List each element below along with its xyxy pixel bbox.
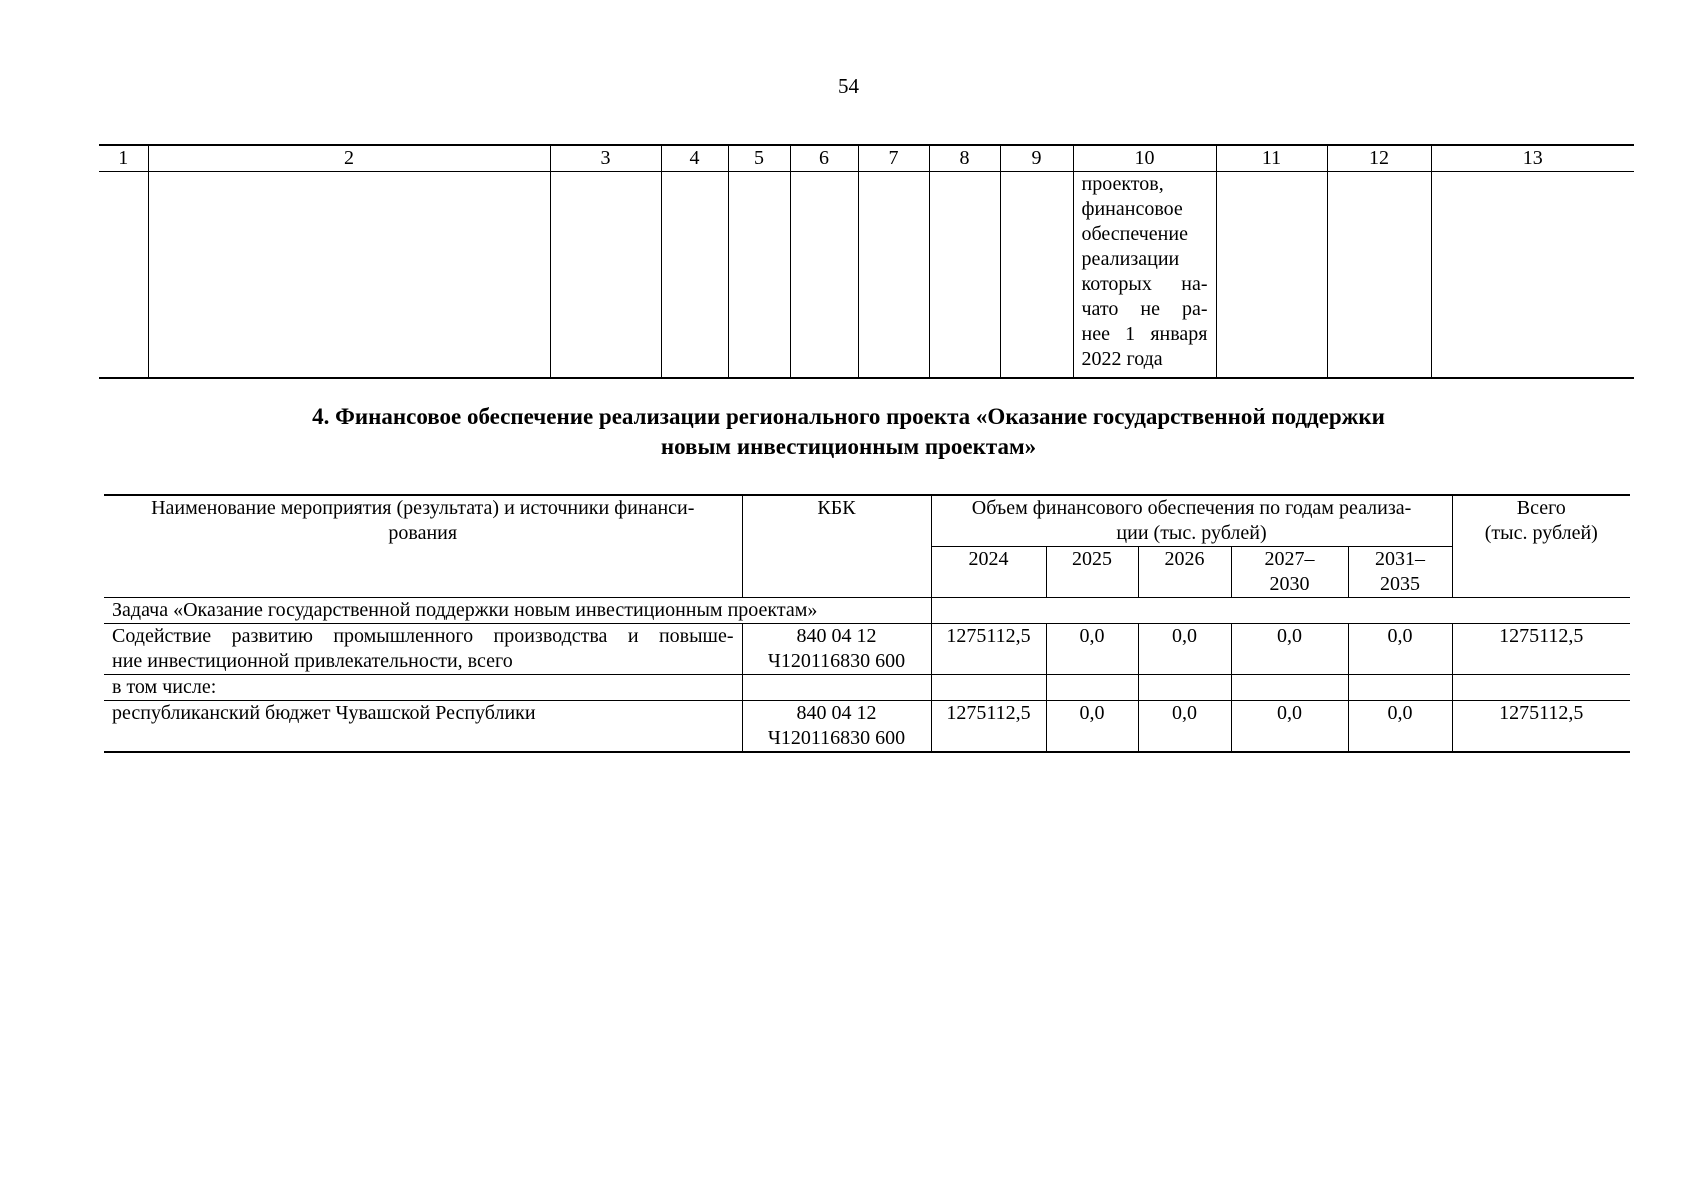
kbk-line: 840 04 12 xyxy=(796,702,877,724)
table-cell xyxy=(1073,172,1216,379)
table-row xyxy=(104,701,1630,753)
kbk-line: Ч120116830 600 xyxy=(767,727,906,749)
table-cell xyxy=(929,172,1000,379)
column-number: 8 xyxy=(929,145,1000,172)
row-kbk xyxy=(742,675,931,701)
value-2026: 0,0 xyxy=(1138,624,1231,675)
value-2026: 0,0 xyxy=(1138,701,1231,753)
table-cell xyxy=(728,172,790,379)
table-cell xyxy=(1431,172,1634,379)
column-number: 6 xyxy=(790,145,858,172)
text-line: которых на- xyxy=(1081,273,1208,295)
section-title xyxy=(0,402,1697,462)
text-line: финансовое xyxy=(1081,198,1183,220)
header-line: Наименование мероприятия (результата) и источники финанси- xyxy=(151,497,695,519)
total-column-header xyxy=(1452,495,1630,598)
header-line: Всего xyxy=(1516,497,1566,519)
table-cell xyxy=(550,172,661,379)
header-line: (тыс. рублей) xyxy=(1484,522,1598,544)
header-line: Объем финансового обеспечения по годам реализа- xyxy=(971,497,1412,519)
table-cell xyxy=(858,172,929,379)
value-2027-2030: 0,0 xyxy=(1231,701,1348,753)
table-cell xyxy=(148,172,550,379)
value-2027-2030 xyxy=(1231,675,1348,701)
continuation-row xyxy=(99,172,1634,379)
task-row-empty xyxy=(931,598,1630,624)
column-number-row xyxy=(99,145,1634,172)
column-10-text xyxy=(1074,172,1216,372)
row-name xyxy=(104,624,742,675)
value-2031-2035: 0,0 xyxy=(1348,624,1452,675)
value-2031-2035: 0,0 xyxy=(1348,701,1452,753)
year-column-header xyxy=(1231,547,1348,598)
header-line: рования xyxy=(388,522,458,544)
name-column-header xyxy=(104,495,742,598)
section-title-line: 4. Финансовое обеспечение реализации регионального проекта «Оказание государственной поддержки xyxy=(312,404,1385,429)
volume-column-header xyxy=(931,495,1452,547)
table-cell xyxy=(661,172,728,379)
column-number: 7 xyxy=(858,145,929,172)
column-number: 2 xyxy=(148,145,550,172)
value-2024: 1275112,5 xyxy=(931,624,1046,675)
row-name-line: ние инвестиционной привлекательности, всего xyxy=(112,650,513,672)
value-2024 xyxy=(931,675,1046,701)
value-2025: 0,0 xyxy=(1046,624,1138,675)
section-title-line: новым инвестиционным проектам» xyxy=(660,434,1037,459)
year-column-header xyxy=(1348,547,1452,598)
table-cell xyxy=(1000,172,1073,379)
column-number: 10 xyxy=(1073,145,1216,172)
text-line: обеспечение xyxy=(1081,223,1188,245)
table-cell xyxy=(790,172,858,379)
column-number: 12 xyxy=(1327,145,1431,172)
column-number: 9 xyxy=(1000,145,1073,172)
year-column-header: 2024 xyxy=(931,547,1046,598)
column-number: 13 xyxy=(1431,145,1634,172)
year-column-header: 2025 xyxy=(1046,547,1138,598)
table-row xyxy=(104,675,1630,701)
value-2031-2035 xyxy=(1348,675,1452,701)
header-line: 2031– xyxy=(1375,548,1426,570)
row-kbk xyxy=(742,701,931,753)
value-2025: 0,0 xyxy=(1046,701,1138,753)
text-line: реализации xyxy=(1081,248,1180,270)
table-row xyxy=(104,624,1630,675)
value-total xyxy=(1452,675,1630,701)
text-line: нее 1 января xyxy=(1081,323,1208,345)
value-2024: 1275112,5 xyxy=(931,701,1046,753)
year-column-header: 2026 xyxy=(1138,547,1231,598)
row-kbk xyxy=(742,624,931,675)
column-number: 1 xyxy=(99,145,148,172)
page-number: 54 xyxy=(838,74,859,98)
column-number: 11 xyxy=(1216,145,1327,172)
kbk-line: 840 04 12 xyxy=(796,625,877,647)
text-line: 2022 года xyxy=(1081,348,1163,370)
text-line: проектов, xyxy=(1081,173,1164,195)
continuation-table xyxy=(99,144,1634,379)
value-total: 1275112,5 xyxy=(1452,624,1630,675)
table-cell xyxy=(1216,172,1327,379)
kbk-line: Ч120116830 600 xyxy=(767,650,906,672)
column-number: 3 xyxy=(550,145,661,172)
task-title: Задача «Оказание государственной поддержки новым инвестиционным проектам» xyxy=(104,598,931,624)
header-line: 2030 xyxy=(1269,573,1310,595)
column-number: 4 xyxy=(661,145,728,172)
table-cell xyxy=(1327,172,1431,379)
row-name: республиканский бюджет Чувашской Республики xyxy=(104,701,742,753)
header-line: 2027– xyxy=(1264,548,1315,570)
header-line: 2035 xyxy=(1380,573,1421,595)
value-2026 xyxy=(1138,675,1231,701)
header-row xyxy=(104,495,1630,547)
value-2025 xyxy=(1046,675,1138,701)
text-line: чато не ра- xyxy=(1081,298,1208,320)
header-line: ции (тыс. рублей) xyxy=(1116,522,1267,544)
row-name-line: Содействие развитию промышленного производства и повыше- xyxy=(112,625,734,647)
value-total: 1275112,5 xyxy=(1452,701,1630,753)
column-number: 5 xyxy=(728,145,790,172)
row-name: в том числе: xyxy=(104,675,742,701)
task-row xyxy=(104,598,1630,624)
table-cell xyxy=(99,172,148,379)
financing-table xyxy=(104,494,1630,753)
kbk-column-header: КБК xyxy=(742,495,931,598)
value-2027-2030: 0,0 xyxy=(1231,624,1348,675)
